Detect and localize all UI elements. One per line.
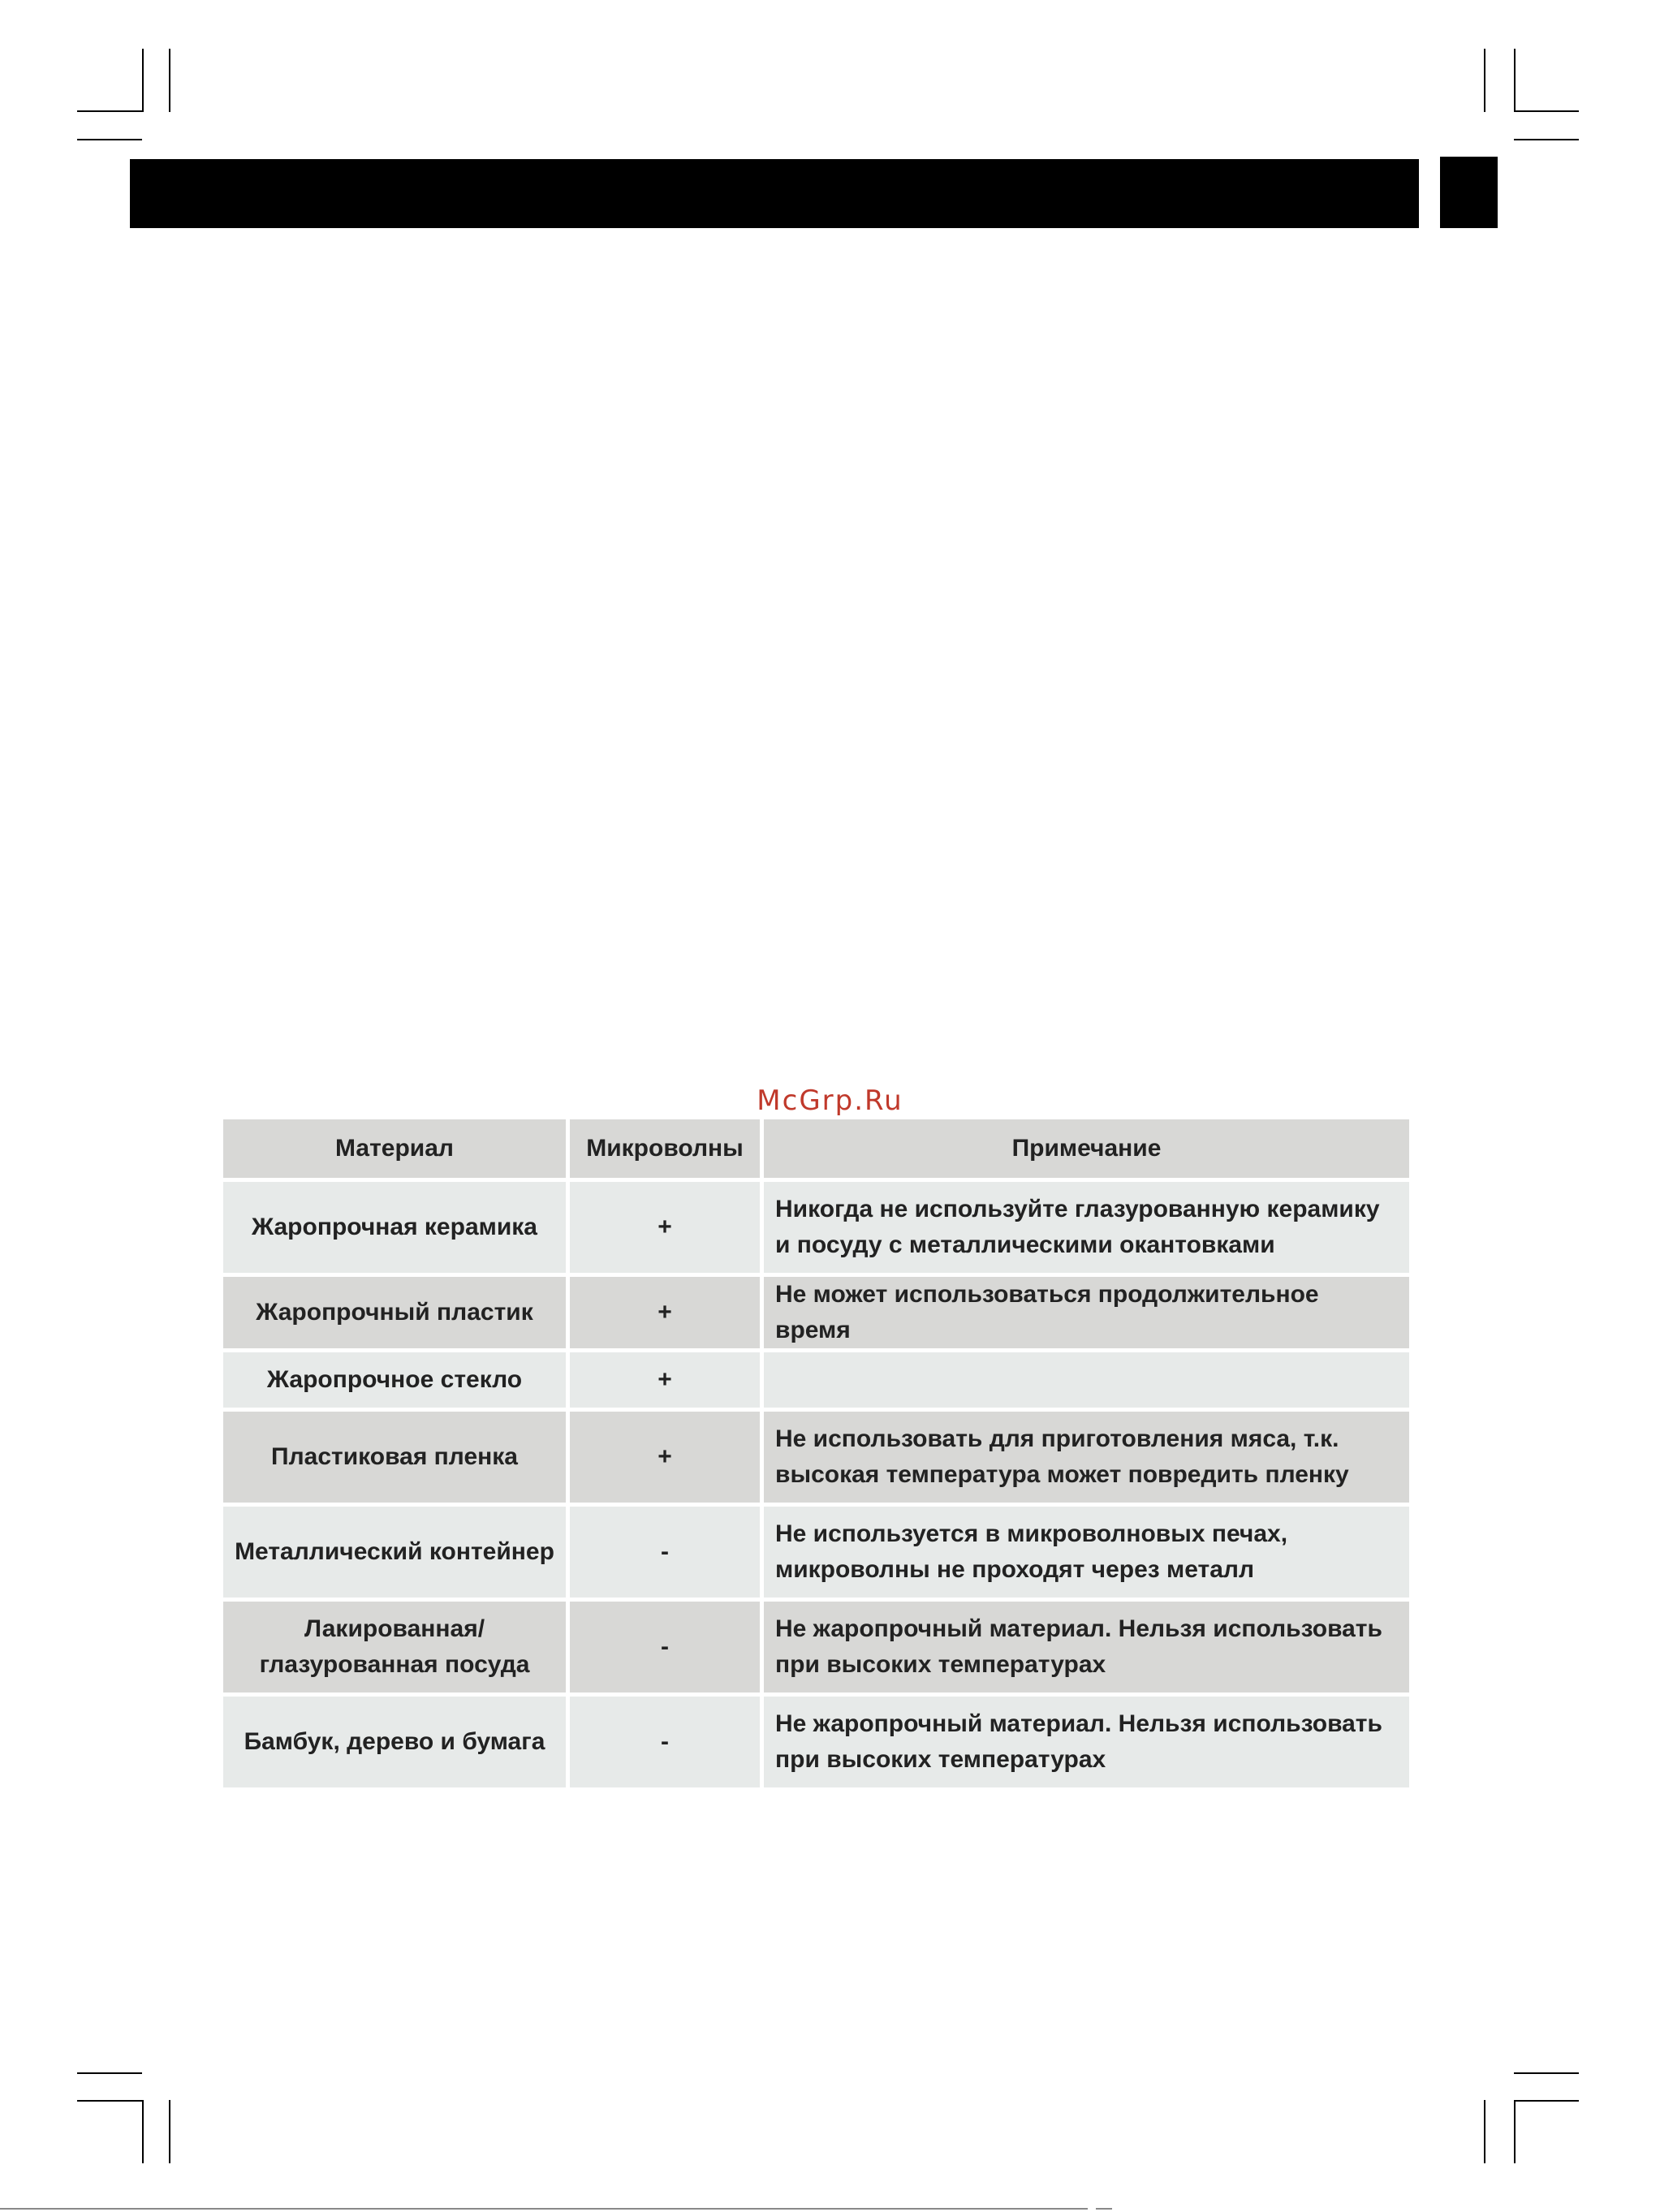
header-bar [130,159,1419,228]
header-note: Примечание [764,1119,1409,1178]
watermark: McGrp.Ru [757,1084,903,1117]
note-cell: Не использовать для приготовления мяса, т.к. высокая температура может повредить пленку [764,1412,1409,1503]
note-cell: Не используется в микроволновых печах, микроволны не проходят через металл [764,1507,1409,1598]
crop-mark [77,110,142,112]
material-cell: Жаропрочное стекло [223,1352,566,1408]
table-row [223,1412,1409,1503]
table-header-row [223,1119,1409,1178]
header-material: Материал [223,1119,566,1178]
material-cell: Бамбук, дерево и бумага [223,1697,566,1787]
table-row [223,1602,1409,1692]
microwave-cell: - [570,1507,760,1598]
microwave-cell: + [570,1277,760,1348]
crop-mark [77,2072,142,2074]
crop-mark [169,2100,170,2163]
bottom-rule [0,2208,1088,2210]
crop-mark [77,139,142,140]
material-cell: Лакированная/ глазурованная посуда [223,1602,566,1692]
crop-mark [142,49,144,112]
note-cell: Не может использоваться продолжительное время [764,1277,1409,1348]
bottom-rule [1096,2208,1112,2210]
microwave-cell: + [570,1352,760,1408]
note-cell: Не жаропрочный материал. Нельзя использовать при высоких температурах [764,1697,1409,1787]
microwave-cell: - [570,1697,760,1787]
note-cell: Не жаропрочный материал. Нельзя использовать при высоких температурах [764,1602,1409,1692]
cookware-table [219,1115,1413,1792]
crop-mark [1514,2100,1516,2163]
crop-mark [169,49,170,112]
table-row [223,1697,1409,1787]
crop-mark [1484,2100,1485,2163]
material-cell: Металлический контейнер [223,1507,566,1598]
crop-mark [1514,2072,1579,2074]
note-cell: Никогда не используйте глазурованную керамику и посуду с металлическими окантовками [764,1182,1409,1273]
material-cell: Пластиковая пленка [223,1412,566,1503]
material-cell: Жаропрочный пластик [223,1277,566,1348]
header-microwave: Микроволны [570,1119,760,1178]
crop-mark [1514,110,1579,112]
material-cell: Жаропрочная керамика [223,1182,566,1273]
crop-mark [142,2100,144,2163]
microwave-cell: - [570,1602,760,1692]
crop-mark [77,2100,142,2102]
crop-mark [1514,139,1579,140]
page-tab [1440,157,1498,228]
crop-mark [1514,2100,1579,2102]
table-row [223,1507,1409,1598]
microwave-cell: + [570,1412,760,1503]
note-cell [764,1352,1409,1408]
table-row [223,1182,1409,1273]
microwave-cell: + [570,1182,760,1273]
crop-mark [1484,49,1485,112]
table-row [223,1352,1409,1408]
table-row [223,1277,1409,1348]
crop-mark [1514,49,1516,112]
